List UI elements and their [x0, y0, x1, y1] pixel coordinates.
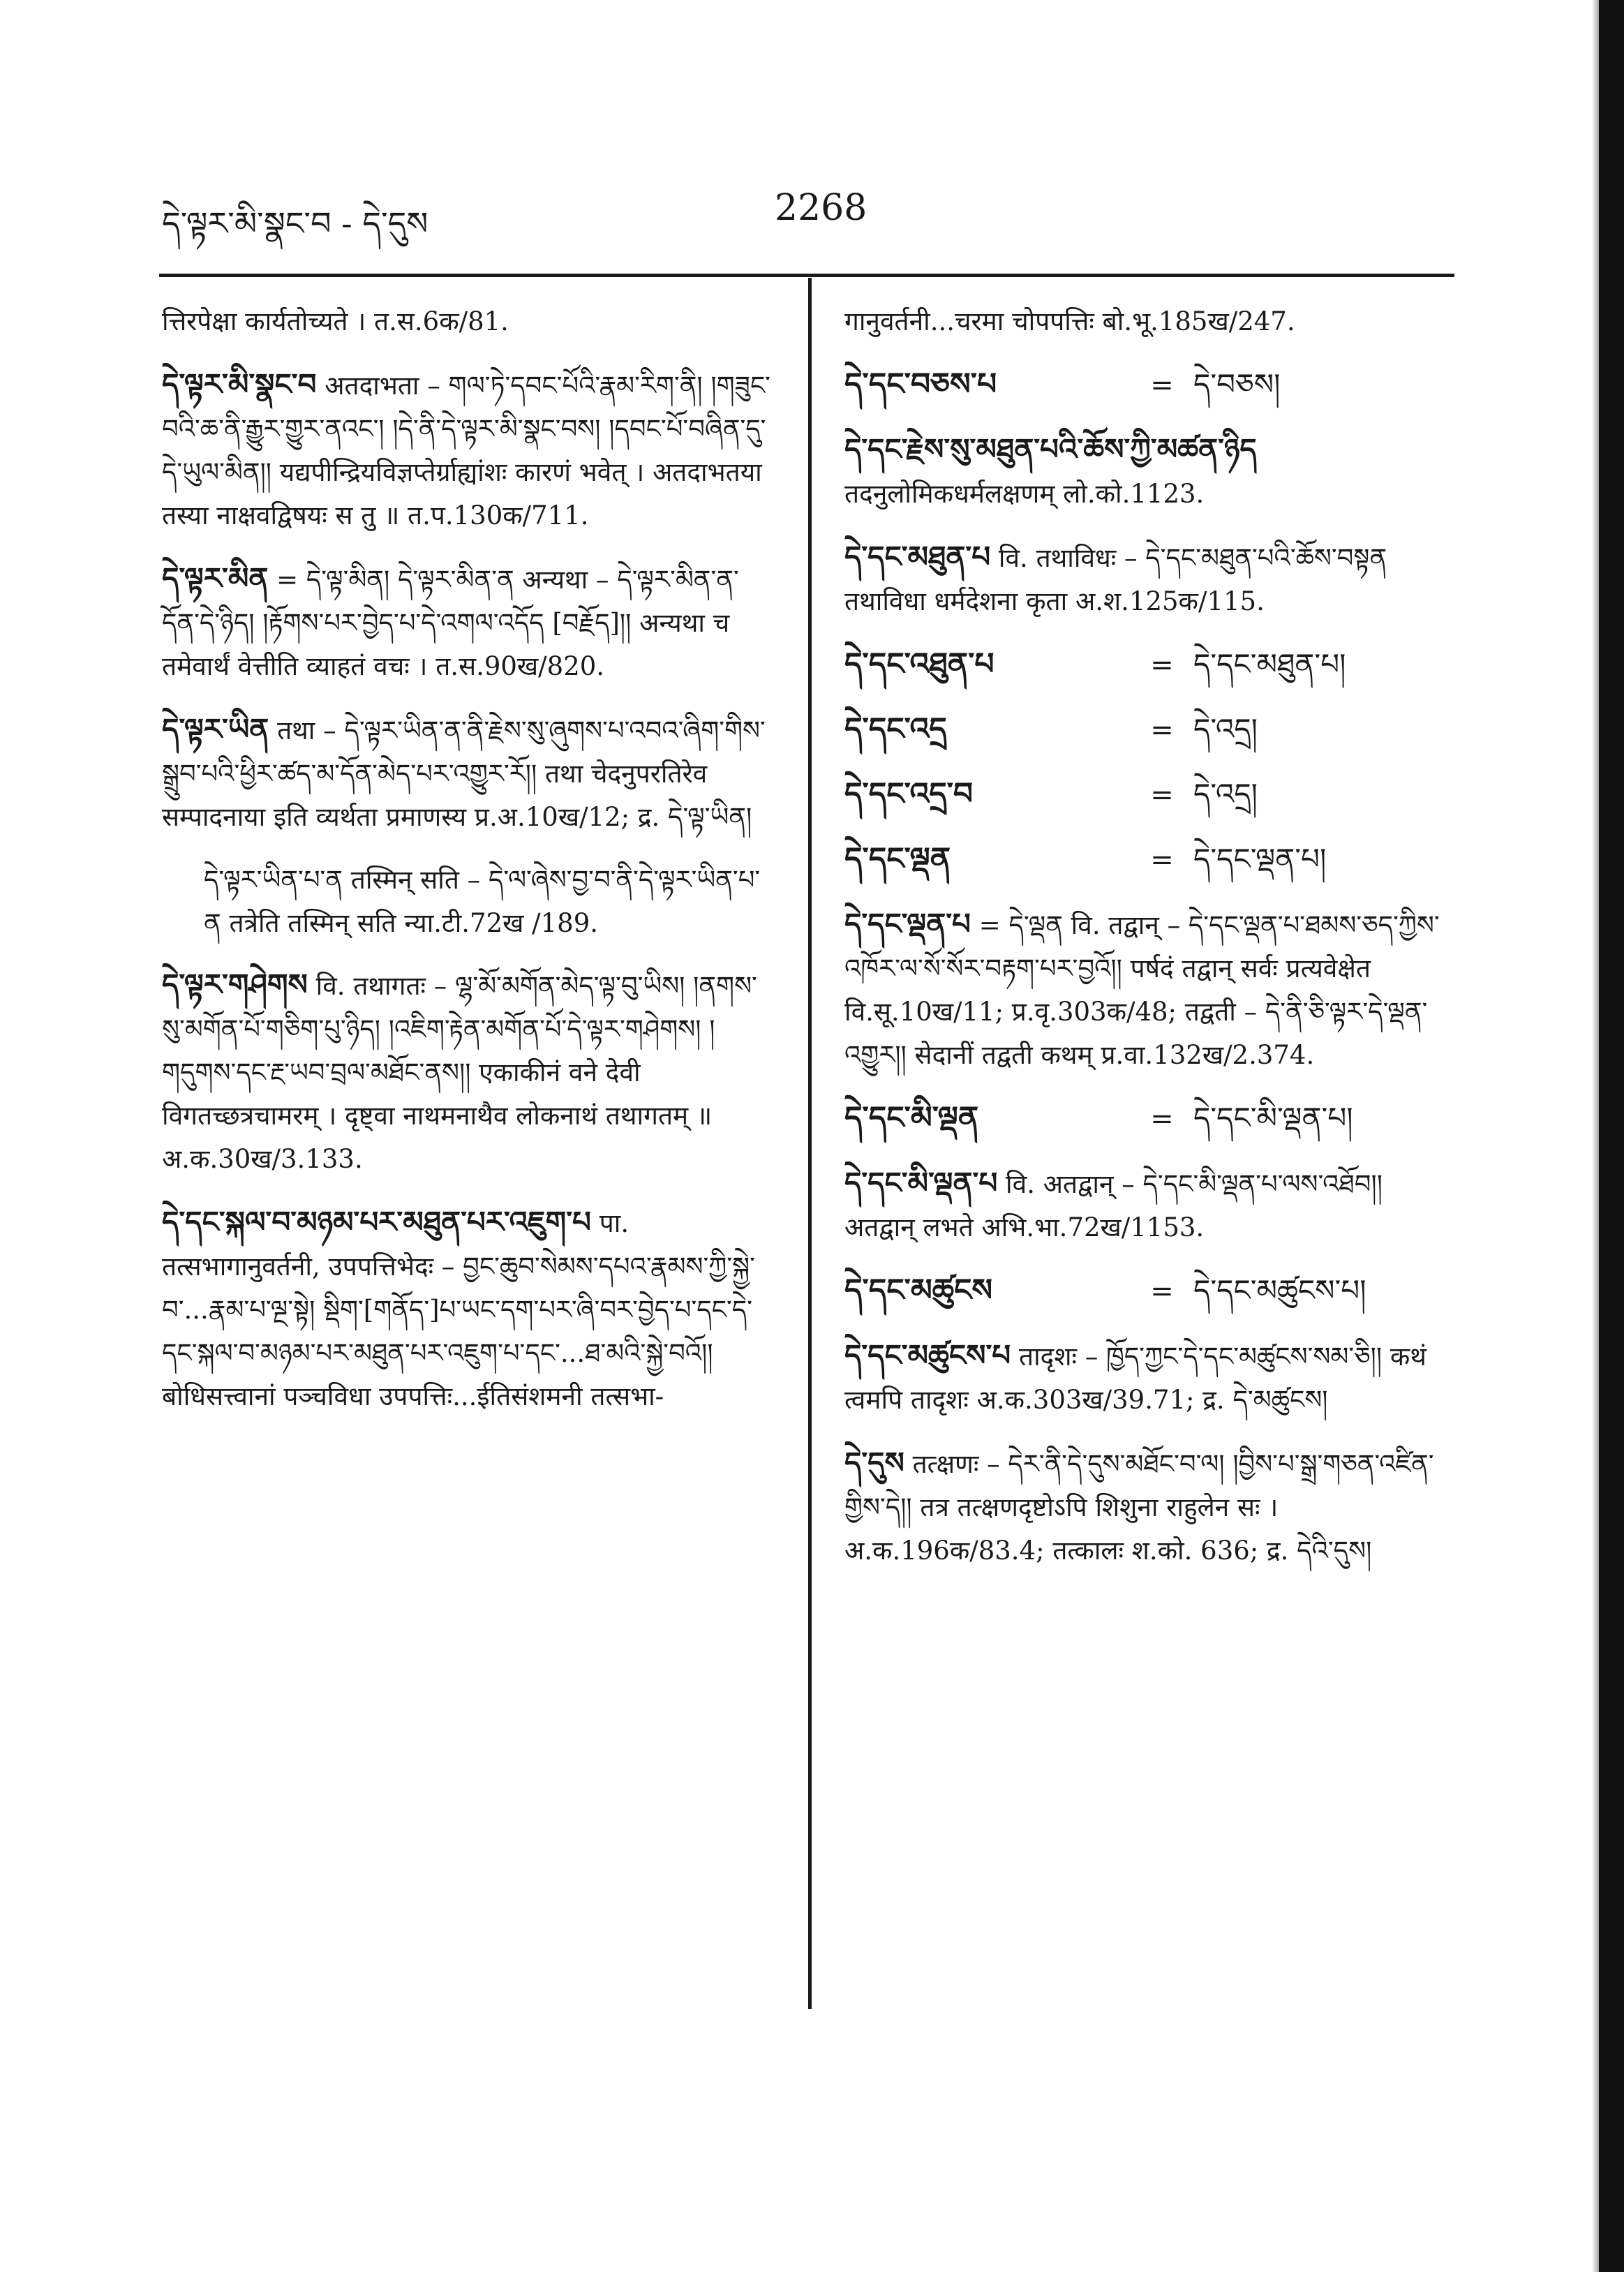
cross-reference [844, 708, 1452, 752]
dictionary-entry [844, 903, 1452, 1077]
equals-sign: = [1150, 649, 1174, 681]
entry-headword: དེ་ལྟར་གཤེགས [162, 967, 308, 1002]
entry-definition: अतदाभता – གལ་ཏེ་དབང་པོའི་རྣམ་རིག་ནི། །གཟུང་བའི་ཆ་ནི་རྒྱུར་གྱུར་ནའང་། །དེ་ནི་དེ་ལྟར་མི་སྣང་བས། །དབང་པོ་བཞིན་དུ་དེ་ཡུལ་མིན།། यद्यपीन्द्रियविज्ञप्तेर्ग्राह्यांशः कारणं भवेत् । अतदाभतया तस्या नाक्षवद्विषयः स तु ॥ त.प.130क/711. [162, 371, 770, 530]
entry-headword: དེ་དུས [844, 1446, 904, 1480]
dictionary-entry [844, 428, 1452, 516]
dictionary-entry [162, 557, 776, 688]
dictionary-entry [162, 363, 776, 537]
cross-reference [844, 1269, 1452, 1313]
xref-headword: དེ་དང་འདྲ [844, 711, 947, 747]
xref-headword: དེ་དང་འཐུན་པ [844, 646, 994, 682]
entry-definition: वि. तथागतः – ལྷ་མོ་མགོན་མེད་ལྟ་བུ་ཡིས། །ནགས་སུ་མགོན་པོ་གཅིག་པུ་ཉིད། །འཇིག་རྟེན་མགོན་པོ་དེ་ལྟར་གཤེགས། །གདུགས་དང་རྔ་ཡབ་བྲལ་མཐོང་ནས།། एकाकीनं वने देवी विगतच्छत्रचामरम् । दृष्ट्वा नाथमनाथैव लोकनाथं तथागतम् ॥ अ.क.30ख/3.133. [162, 971, 757, 1174]
entry-headword: དེ་ལྟར་མི་སྣང་བ [162, 367, 317, 401]
entry-headword: དེ་དང་སྐལ་བ་མཉམ་པར་མཐུན་པར་འཇུག་པ [162, 1205, 591, 1239]
equals-sign: = [1150, 779, 1174, 811]
column-divider [808, 278, 812, 2009]
entry-headword: དེ་དང་མཚུངས་པ [844, 1338, 1011, 1372]
xref-headword: དེ་དང་འདྲ་བ [844, 776, 974, 812]
xref-headword: དེ་དང་མི་ལྡན [844, 1100, 979, 1136]
entry-definition: तत्क्षणः – དེར་ནི་དེ་དུས་མཐོང་བ་ལ། །བྱིས་པ་སྒྲ་གཅན་འཛིན་གྱིས་དེ།། तत्र तत्क्षणदृष्टोऽपि शिशुना राहुलेन सः । अ.क.196क/83.4; तत्कालः श.को. 636; द्र. དེའི་དུས། [844, 1449, 1434, 1566]
dictionary-entry [844, 1161, 1452, 1249]
entry-headword: དེ་དང་མི་ལྡན་པ [844, 1166, 998, 1200]
xref-headword: དེ་དང་མཚུངས [844, 1272, 993, 1308]
xref-target: དེ་དང་མཚུངས་པ། [1193, 1273, 1366, 1307]
entry-definition: = དེ་ལྟ་མིན། དེ་ལྟར་མིན་ན अन्यथा – དེ་ལྟར་མིན་ན་དོན་དེ་ཉིད། །རྟོགས་པར་བྱེད་པ་དེ་འགལ་འདོད [བརྗོད]།། अन्यथा च तमेवार्थं वेत्तीति व्याहतं वचः । त.स.90ख/820. [162, 565, 739, 681]
entry-headword: དེ་དང་མཐུན་པ [844, 540, 991, 574]
scan-edge-shadow [1599, 0, 1624, 2272]
equals-sign: = [1150, 1275, 1174, 1307]
entry-headword: དེ་དང་རྗེས་སུ་མཐུན་པའི་ཆོས་ཀྱི་མཚན་ཉིད [844, 432, 1257, 466]
entry-definition: तादृशः – ཁྱོད་ཀྱང་དེ་དང་མཚུངས་སམ་ཅི།། कथं त्वमपि तादृशः अ.क.303ख/39.71; द्र. དེ་མཚུངས། [844, 1342, 1426, 1415]
entry-headword: དེ་ལྟར་ཡིན [162, 712, 269, 746]
sub-entry: དེ་ལྟར་ཡིན་པ་ན तस्मिन् सति – དེ་ལ་ཞེས་བྱ་བ་ནི་དེ་ལྟར་ཡིན་པ་ན तत्रेति तस्मिन् सति न्या.टी.72ख /189. [204, 865, 761, 938]
entry-headword: དེ་དང་ལྡན་པ [844, 907, 971, 941]
xref-target: དེ་དང་མཐུན་པ། [1193, 647, 1346, 681]
equals-sign: = [1150, 369, 1174, 401]
entry-definition: वि. तथाविधः – དེ་དང་མཐུན་པའི་ཆོས་བསྟན तथाविधा धर्मदेशना कृता अ.श.125क/115. [844, 543, 1387, 616]
dictionary-entry [844, 535, 1452, 623]
dictionary-entry [162, 1201, 776, 1418]
cross-reference [844, 1097, 1452, 1141]
cross-reference [844, 838, 1452, 882]
xref-target: དེ་དང་མི་ལྡན་པ། [1193, 1101, 1353, 1135]
cross-reference [844, 363, 1452, 407]
xref-target: དེ་འདྲ། [1193, 712, 1258, 746]
right-column [844, 300, 1452, 1592]
dictionary-entry [162, 708, 776, 839]
running-header: དེ་ལྟར་མི་སྣང་བ - དེ་དུས [162, 205, 429, 242]
dictionary-entry [844, 1441, 1452, 1573]
xref-target: དེ་དང་ལྡན་པ། [1193, 842, 1327, 876]
xref-headword: དེ་དང་བཅས་པ [844, 366, 997, 402]
continued-fragment: गानुवर्तनी...चरमा चोपपत्तिः बो.भू.185ख/247. [844, 306, 1295, 336]
entry-definition: वि. अतद्वान् – དེ་དང་མི་ལྡན་པ་ལས་འཐོབ།། अतद्वान् लभते अभि.भा.72ख/1153. [844, 1169, 1383, 1242]
equals-sign: = [1150, 1103, 1174, 1135]
cross-reference [844, 773, 1452, 817]
page-number: 2268 [775, 187, 867, 229]
entry-headword: དེ་ལྟར་མིན [162, 561, 269, 595]
entry-definition: पा. तत्सभागानुवर्तनी, उपपत्तिभेदः – བྱང་ཆུབ་སེམས་དཔའ་རྣམས་ཀྱི་སྐྱེ་བ་...རྣམ་པ་ལྔ་སྟེ། སྡིག་[གནོད་]པ་ཡང་དག་པར་ཞི་བར་བྱེད་པ་དང་དེ་དང་སྐལ་བ་མཉམ་པར་མཐུན་པར་འཇུག་པ་དང་...ཐ་མའི་སྐྱེ་བའོ།། बोधिसत्त्वानां पञ्चविधा उपपत्तिः...ईतिसंशमनी तत्सभा- [162, 1208, 755, 1411]
continued-fragment: त्तिरपेक्षा कार्यतोच्यते । त.स.6क/81. [162, 306, 509, 336]
equals-sign: = [1150, 714, 1174, 746]
entry-definition: = དེ་ལྡན वि. तद्वान् – དེ་དང་ལྡན་པ་ཐམས་ཅད་ཀྱིས་འཁོར་ལ་སོ་སོར་བརྟག་པར་བྱའོ།། पर्षदं तद्वान् सर्वः प्रत्यवेक्षेत वि.सू.10ख/11; प्र.वृ.303क/48; तद्वती – དེ་ནི་ཅི་ལྟར་དེ་ལྡན་འགྱུར།། सेदानीं तद्वती कथम् प्र.वा.132ख/2.374. [844, 910, 1440, 1070]
xref-target: དེ་འདྲ། [1193, 777, 1258, 811]
header-rule [159, 274, 1454, 277]
xref-target: དེ་བཅས། [1193, 367, 1281, 401]
entry-definition: तदनुलोमिकधर्मलक्षणम् लो.को.1123. [844, 479, 1205, 509]
equals-sign: = [1150, 844, 1174, 876]
left-column [162, 300, 776, 1438]
dictionary-entry [162, 963, 776, 1181]
xref-headword: དེ་དང་ལྡན [844, 841, 951, 877]
cross-reference [844, 643, 1452, 687]
dictionary-entry [844, 1334, 1452, 1422]
entry-definition: तथा – དེ་ལྟར་ཡིན་ན་ནི་རྗེས་སུ་ཞུགས་པ་འབའ་ཞིག་གིས་སྒྲུབ་པའི་ཕྱིར་ཚད་མ་དོན་མེད་པར་འགྱུར་རོ།། तथा चेदनुपरतिरेव सम्पादनाया इति व्यर्थता प्रमाणस्य प्र.अ.10ख/12; द्र. དེ་ལྟ་ཡིན། [162, 715, 766, 832]
